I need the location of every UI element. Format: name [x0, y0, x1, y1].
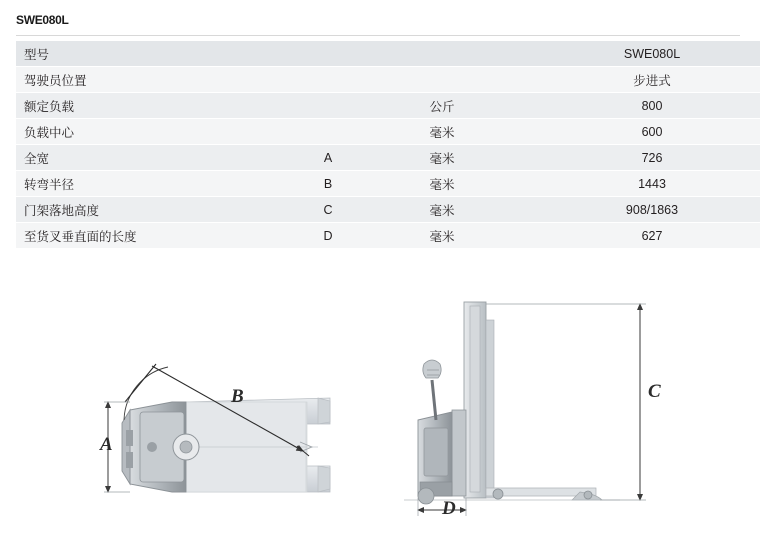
dimension-letter-B: B — [231, 386, 244, 407]
row-label: 至货叉垂直面的长度 — [16, 223, 272, 249]
header-cell-letter — [272, 41, 384, 67]
row-label: 门架落地高度 — [16, 197, 272, 223]
header-cell-value: SWE080L — [500, 41, 760, 67]
row-unit: 毫米 — [384, 197, 500, 223]
row-label: 全宽 — [16, 145, 272, 171]
table-row — [16, 119, 760, 145]
row-value: 600 — [500, 119, 760, 145]
table-row — [16, 67, 760, 93]
specification-table — [16, 41, 760, 249]
row-letter: C — [272, 197, 384, 223]
row-value: 908/1863 — [500, 197, 760, 223]
row-letter — [272, 119, 384, 145]
table-row — [16, 223, 760, 249]
row-value: 726 — [500, 145, 760, 171]
row-letter: A — [272, 145, 384, 171]
row-value: 800 — [500, 93, 760, 119]
row-unit: 毫米 — [384, 171, 500, 197]
row-letter — [272, 93, 384, 119]
table-row — [16, 197, 760, 223]
row-value: 1443 — [500, 171, 760, 197]
row-letter: B — [272, 171, 384, 197]
row-unit: 公斤 — [384, 93, 500, 119]
page-title: SWE080L — [16, 13, 69, 27]
table-row — [16, 145, 760, 171]
dimension-letter-D: D — [442, 498, 456, 519]
table-header-row — [16, 41, 760, 67]
dimension-letter-A: A — [100, 434, 113, 455]
row-unit — [384, 67, 500, 93]
row-letter — [272, 67, 384, 93]
row-label: 驾驶员位置 — [16, 67, 272, 93]
row-value: 步进式 — [500, 67, 760, 93]
dimension-letter-C: C — [648, 381, 661, 402]
row-label: 转弯半径 — [16, 171, 272, 197]
row-value: 627 — [500, 223, 760, 249]
drawing-side-view — [404, 302, 646, 516]
header-cell-unit — [384, 41, 500, 67]
row-label: 额定负载 — [16, 93, 272, 119]
table-row — [16, 171, 760, 197]
technical-drawing — [0, 260, 760, 557]
drawing-top-view — [104, 364, 330, 492]
row-letter: D — [272, 223, 384, 249]
row-unit: 毫米 — [384, 223, 500, 249]
row-unit: 毫米 — [384, 145, 500, 171]
row-unit: 毫米 — [384, 119, 500, 145]
table-row — [16, 93, 760, 119]
page-title-row — [16, 10, 740, 36]
row-label: 负载中心 — [16, 119, 272, 145]
header-cell-label: 型号 — [16, 41, 272, 67]
